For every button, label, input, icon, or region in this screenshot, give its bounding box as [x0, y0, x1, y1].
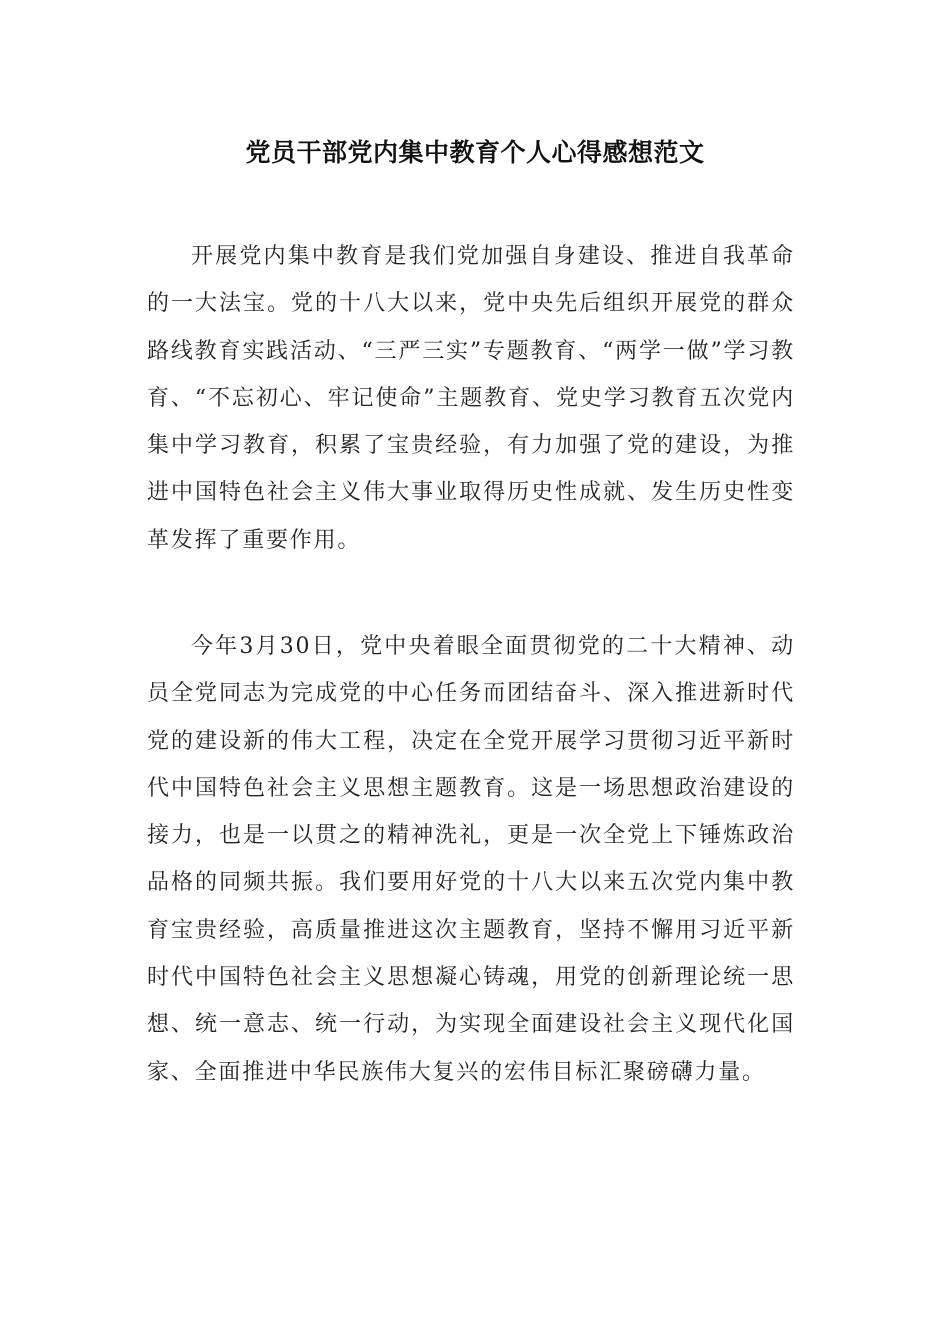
paragraph-2: 今年3月30日，党中央着眼全面贯彻党的二十大精神、动员全党同志为完成党的中心任务而团结奋斗、深入推进新时代党的建设新的伟大工程，决定在全党开展学习贯彻习近平新时代中国特色社会主义思想主题教育。这是一场思想政治建设的接力，也是一以贯之的精神洗礼，更是一次全党上下锤炼政治品格的同频共振。我们要用好党的十八大以来五次党内集中教育宝贵经验，高质量推进这次主题教育，坚持不懈用习近平新时代中国特色社会主义思想凝心铸魂，用党的创新理论统一思想、统一意志、统一行动，为实现全面建设社会主义现代化国家、全面推进中华民族伟大复兴的宏伟目标汇聚磅礴力量。	[147, 634, 795, 1085]
document-title: 党员干部党内集中教育个人心得感想范文	[245, 138, 705, 167]
paragraph-1: 开展党内集中教育是我们党加强自身建设、推进自我革命的一大法宝。党的十八大以来，党中央先后组织开展党的群众路线教育实践活动、“三严三实”专题教育、“两学一做”学习教育、“不忘初心、牢记使命”主题教育、党史学习教育五次党内集中学习教育，积累了宝贵经验，有力加强了党的建设，为推进中国特色社会主义伟大事业取得历史性成就、发生历史性变革发挥了重要作用。	[147, 244, 795, 553]
